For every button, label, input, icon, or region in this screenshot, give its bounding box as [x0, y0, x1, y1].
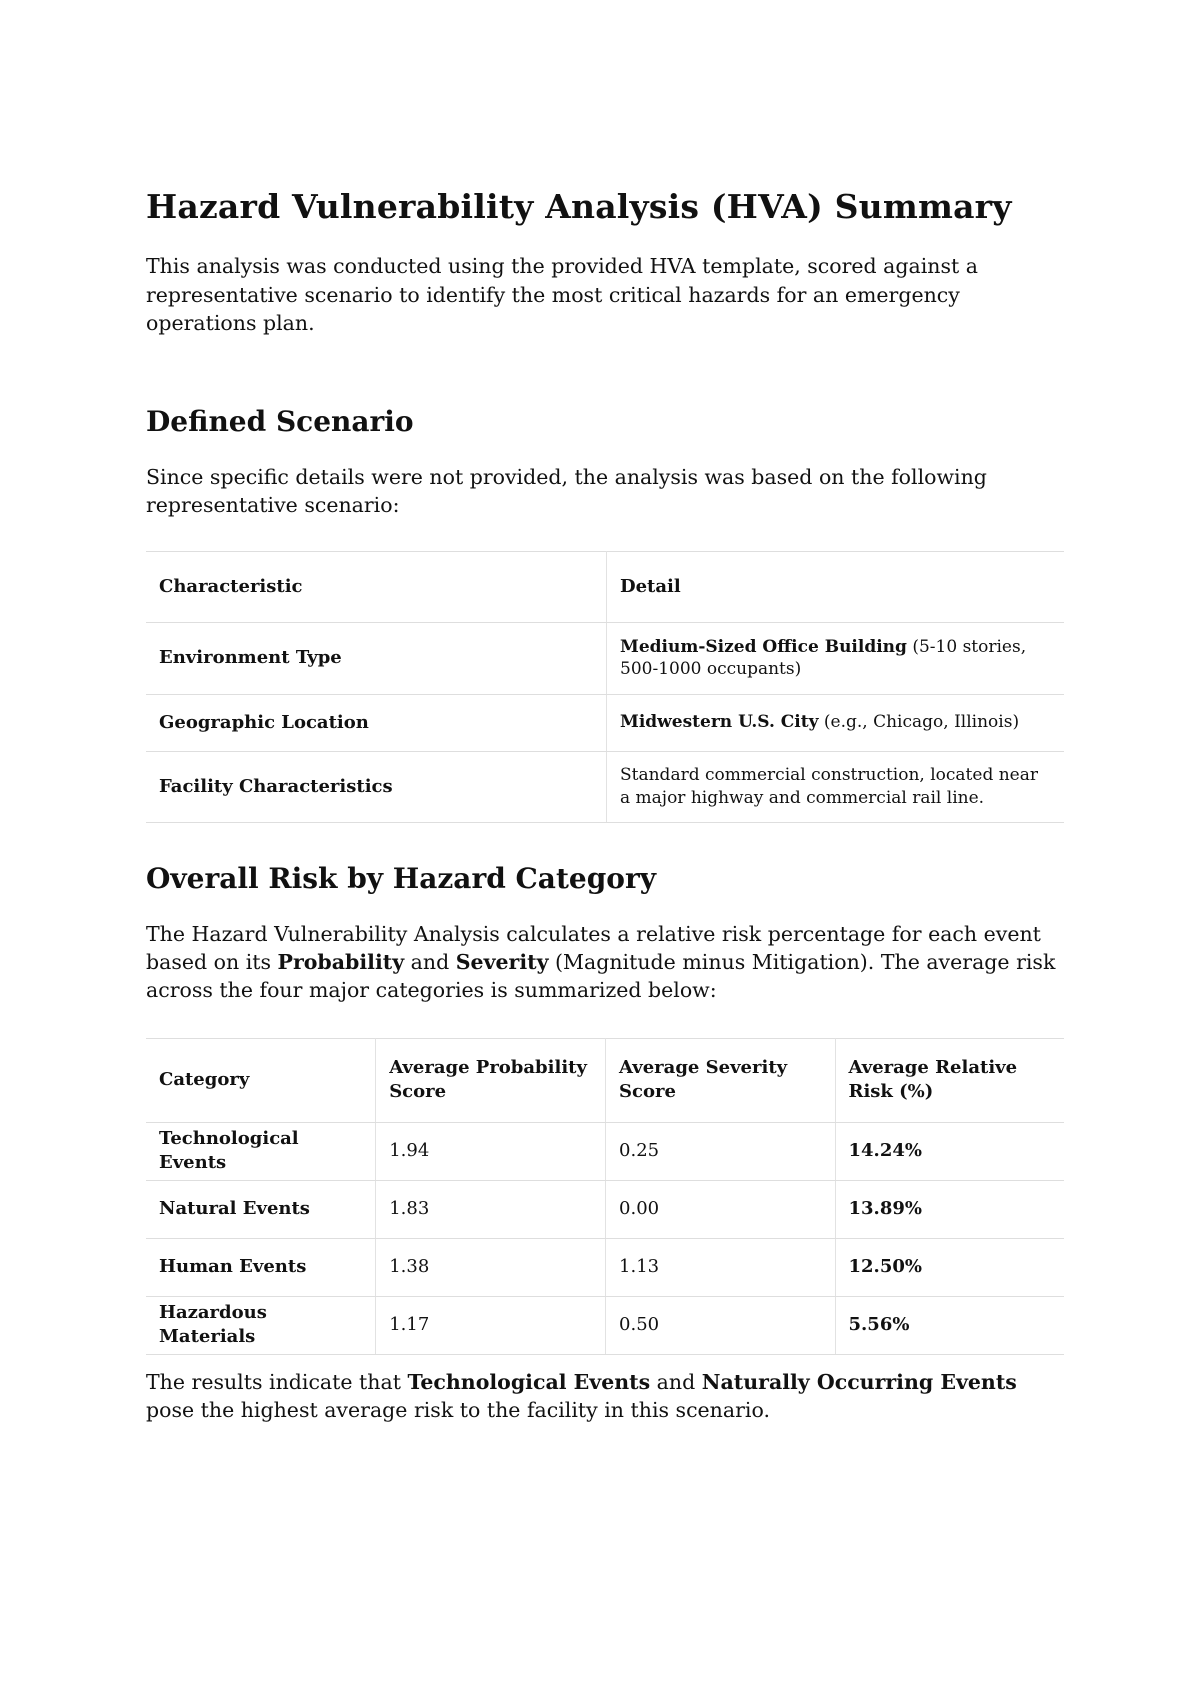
- document-content: [146, 186, 1064, 1424]
- facility-characteristics-label: Facility Characteristics: [146, 751, 607, 822]
- table-row: [146, 1238, 1064, 1296]
- probability-cell: 1.94: [376, 1122, 606, 1180]
- table-row: [146, 622, 1064, 694]
- category-cell: Hazardous Materials: [146, 1296, 376, 1354]
- category-cell: Natural Events: [146, 1180, 376, 1238]
- scenario-table: [146, 551, 1064, 823]
- table-row: [146, 1122, 1064, 1180]
- table-row: [146, 1180, 1064, 1238]
- geographic-location-label: Geographic Location: [146, 694, 607, 751]
- risk-intro-text-2: and: [404, 949, 456, 974]
- scenario-table-header-row: [146, 551, 1064, 622]
- probability-cell: 1.83: [376, 1180, 606, 1238]
- environment-type-label: Environment Type: [146, 622, 607, 694]
- scenario-heading: Defined Scenario: [146, 405, 414, 439]
- table-row: [146, 1296, 1064, 1354]
- severity-cell: 1.13: [606, 1238, 835, 1296]
- risk-intro-paragraph: [146, 920, 1064, 1005]
- scenario-header-characteristic: Characteristic: [146, 551, 607, 622]
- conclusion-natural: Naturally Occurring Events: [701, 1369, 1017, 1394]
- risk-header-probability: Average Probability Score: [376, 1038, 606, 1122]
- conclusion-text-2: and: [650, 1369, 702, 1394]
- probability-cell: 1.17: [376, 1296, 606, 1354]
- risk-intro-severity: Severity: [455, 949, 549, 974]
- risk-header-severity: Average Severity Score: [606, 1038, 835, 1122]
- category-cell: Technological Events: [146, 1122, 376, 1180]
- environment-type-detail: [607, 622, 1065, 694]
- scenario-header-detail: Detail: [607, 551, 1065, 622]
- relative-risk-cell: 13.89%: [835, 1180, 1064, 1238]
- conclusion-text-3: pose the highest average risk to the facility in this scenario.: [146, 1397, 770, 1422]
- risk-intro-text-3: (Magnitude minus Mitigation). The average risk across the four major categories is summarized below:: [146, 949, 1056, 1003]
- relative-risk-cell: 14.24%: [835, 1122, 1064, 1180]
- risk-header-category: Category: [146, 1038, 376, 1122]
- intro-paragraph: This analysis was conducted using the provided HVA template, scored against a representative scenario to identify the most critical hazards for an emergency operations plan.: [146, 254, 978, 335]
- table-row: [146, 694, 1064, 751]
- severity-cell: 0.00: [606, 1180, 835, 1238]
- conclusion-technological: Technological Events: [407, 1369, 651, 1394]
- risk-heading: Overall Risk by Hazard Category: [146, 861, 656, 895]
- risk-intro-probability: Probability: [277, 949, 405, 974]
- environment-type-detail-rest: (5-10 stories, 500-1000 occupants): [620, 636, 1027, 680]
- relative-risk-cell: 12.50%: [835, 1238, 1064, 1296]
- relative-risk-cell: 5.56%: [835, 1296, 1064, 1354]
- risk-header-relative-risk: Average Relative Risk (%): [835, 1038, 1064, 1122]
- table-row: [146, 751, 1064, 822]
- conclusion-text-1: The results indicate that: [146, 1369, 408, 1394]
- risk-table: [146, 1038, 1064, 1355]
- scenario-intro-paragraph: Since specific details were not provided, the analysis was based on the following representative scenario:: [146, 465, 987, 518]
- page-title: Hazard Vulnerability Analysis (HVA) Summary: [146, 187, 1012, 226]
- severity-cell: 0.25: [606, 1122, 835, 1180]
- geographic-location-detail-rest: (e.g., Chicago, Illinois): [818, 712, 1020, 733]
- risk-intro-text-1: The Hazard Vulnerability Analysis calculates a relative risk percentage for each event based on its: [146, 921, 1041, 974]
- probability-cell: 1.38: [376, 1238, 606, 1296]
- conclusion-paragraph: [146, 1368, 1064, 1425]
- environment-type-detail-bold: Medium-Sized Office Building: [620, 636, 907, 657]
- severity-cell: 0.50: [606, 1296, 835, 1354]
- risk-table-header-row: [146, 1038, 1064, 1122]
- category-cell: Human Events: [146, 1238, 376, 1296]
- geographic-location-detail: [607, 694, 1065, 751]
- facility-characteristics-detail: Standard commercial construction, located near a major highway and commercial rail line.: [607, 751, 1065, 822]
- geographic-location-detail-bold: Midwestern U.S. City: [620, 712, 819, 733]
